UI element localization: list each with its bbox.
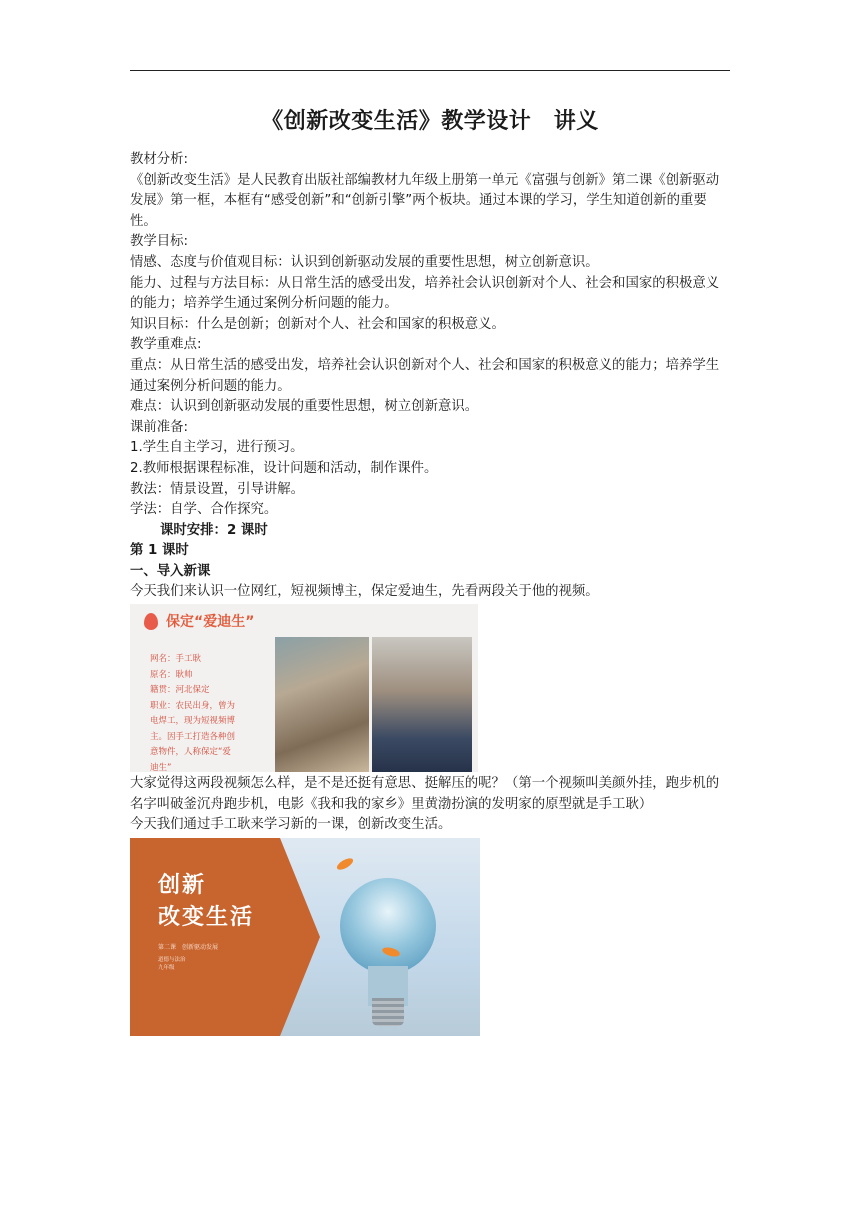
cover-title-line-2: 改变生活 [158,904,255,930]
profile-line: 电焊工，现为短视频博 [150,716,236,727]
cover-title-line-1: 创新 [158,872,207,898]
figure1-heading: 保定“爱迪生” [166,614,255,631]
lightbulb-icon [340,878,436,974]
keypoint-difficult: 难点：认识到创新驱动发展的重要性思想，树立创新意识。 [130,399,479,415]
intro-heading: 一、导入新课 [130,563,211,579]
analysis-heading: 教材分析: [130,152,189,167]
prep-heading: 课前准备: [130,419,189,435]
after-video-text: 大家觉得这两段视频怎么样，是不是还挺有意思、挺解压的呢？（第一个视频叫美颜外挂，跑步机的名字叫破釜沉舟跑步机，电影《我和我的家乡》里黄渤扮演的发明家的原型就是手工耿） [130,776,720,812]
goal-knowledge: 知识目标：什么是创新；创新对个人、社会和国家的积极意义。 [130,316,505,332]
cover-small-line: 九年级 [158,964,175,971]
profile-line: 职业：农民出身，曾为 [150,700,236,711]
portrait-photo [372,637,472,772]
baoding-edison-figure [130,604,478,772]
lesson-1-heading: 第 1 课时 [130,543,189,559]
prep-item-1: 1.学生自主学习，进行预习。 [130,440,304,456]
lead-in-text: 今天我们通过手工耿来学习新的一课，创新改变生活。 [130,817,452,833]
profile-line: 迪生” [150,762,172,773]
document-body [130,150,730,1036]
method-teach: 教法：情景设置，引导讲解。 [130,481,305,497]
profile-line: 主。因手工打造各种创 [150,731,236,742]
handcraft-photo [275,637,369,772]
profile-line: 籍贯：河北保定 [150,685,210,696]
balloon-icon [144,613,158,630]
goal-emotion: 情感、态度与价值观目标：认识到创新驱动发展的重要性思想，树立创新意识。 [130,254,599,270]
cover-orange-panel [130,838,280,1036]
analysis-text: 《创新改变生活》是人民教育出版社部编教材九年级上册第一单元《富强与创新》第二课《创新驱动发展》第一框，本框有“感受创新”和“创新引擎”两个板块。通过本课的学习，学生知道创新的重要性。 [130,172,720,229]
profile-line: 网名：手工耿 [150,654,202,665]
cover-small-line: 道德与法治 [158,956,186,963]
profile-line: 原名：耿帅 [150,669,193,680]
profile-line: 意物件，人称保定“爱 [150,747,231,758]
figure1-profile [150,652,270,772]
keypoints-heading: 教学重难点: [130,337,202,353]
goal-ability: 能力、过程与方法目标：从日常生活的感受出发，培养社会认识创新对个人、社会和国家的积极意义的能力；培养学生通过案例分析问题的能力。 [130,275,720,312]
cover-subtitle: 第二课 创新驱动发展 [158,943,219,951]
method-learn: 学法：自学、合作探究。 [130,502,278,518]
goals-heading: 教学目标: [130,234,189,250]
intro-text: 今天我们来认识一位网红，短视频博主，保定爱迪生，先看两段关于他的视频。 [130,584,599,600]
header-rule [130,70,730,71]
prep-item-2: 2.教师根据课程标准，设计问题和活动，制作课件。 [130,460,438,476]
keypoint-main: 重点：从日常生活的感受出发，培养社会认识创新对个人、社会和国家的积极意义的能力；培养学生通过案例分析问题的能力。 [130,357,720,394]
cover-small-text [158,956,186,972]
schedule: 课时安排：2 课时 [160,522,268,538]
cover-orange-wedge [280,838,320,1036]
lightbulb-base [372,998,404,1026]
lesson-cover-figure [130,838,480,1036]
document-title: 《创新改变生活》教学设计 讲义 [261,109,599,134]
